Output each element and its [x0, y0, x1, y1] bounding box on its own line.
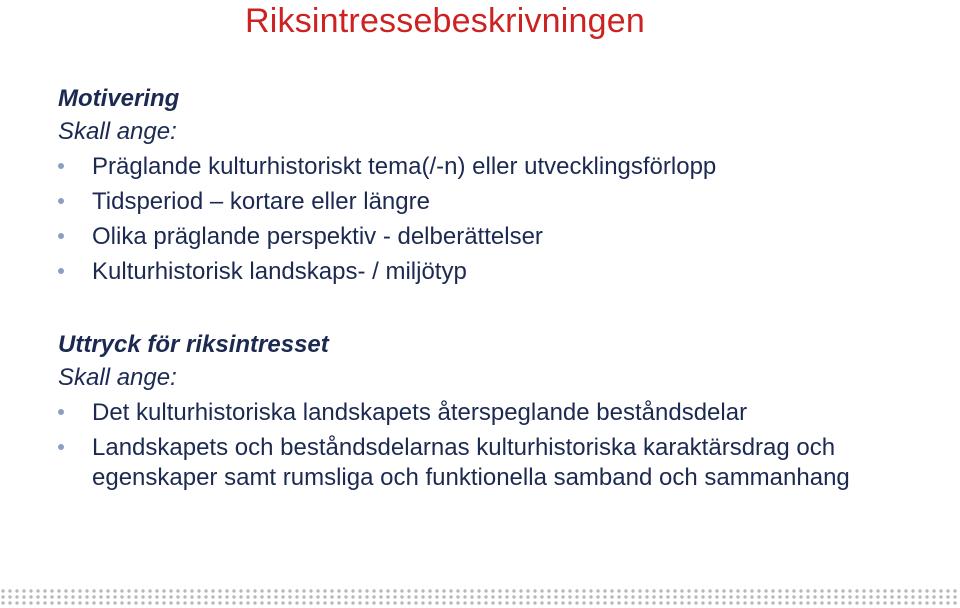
list-item	[58, 184, 938, 219]
uttryck-section	[58, 329, 938, 493]
bullet-icon	[58, 233, 64, 239]
motivering-section	[58, 83, 938, 289]
slide-title: Riksintressebeskrivningen	[245, 2, 645, 40]
bullet-icon	[58, 268, 64, 274]
section-heading: Motivering	[58, 85, 180, 112]
bullet-icon	[58, 163, 64, 169]
bullet-icon	[58, 409, 64, 415]
bullet-icon	[58, 198, 64, 204]
bullet-list	[58, 149, 938, 289]
list-item-text: Tidsperiod – kortare eller längre	[92, 188, 430, 215]
list-item	[58, 149, 938, 184]
section-heading: Uttryck för riksintresset	[58, 331, 329, 358]
bullet-icon	[58, 444, 64, 450]
list-item	[58, 254, 938, 289]
list-item-text: Präglande kulturhistoriskt tema(/-n) eller utvecklingsförlopp	[92, 153, 717, 180]
list-item	[58, 395, 938, 430]
section-subheading: Skall ange:	[58, 118, 177, 145]
bullet-list	[58, 395, 938, 493]
list-item	[58, 430, 938, 493]
list-item-text: Kulturhistorisk landskaps- / miljötyp	[92, 258, 467, 285]
list-item-text: Landskapets och beståndsdelarnas kulturhistoriska karaktärsdrag och egenskaper samt rumsliga och funktionella samband och sammanhang	[92, 434, 850, 491]
footer-dot-pattern	[0, 588, 960, 606]
section-subheading: Skall ange:	[58, 364, 177, 391]
list-item	[58, 219, 938, 254]
list-item-text: Det kulturhistoriska landskapets återspeglande beståndsdelar	[92, 399, 748, 426]
list-item-text: Olika präglande perspektiv - delberättelser	[92, 223, 543, 250]
